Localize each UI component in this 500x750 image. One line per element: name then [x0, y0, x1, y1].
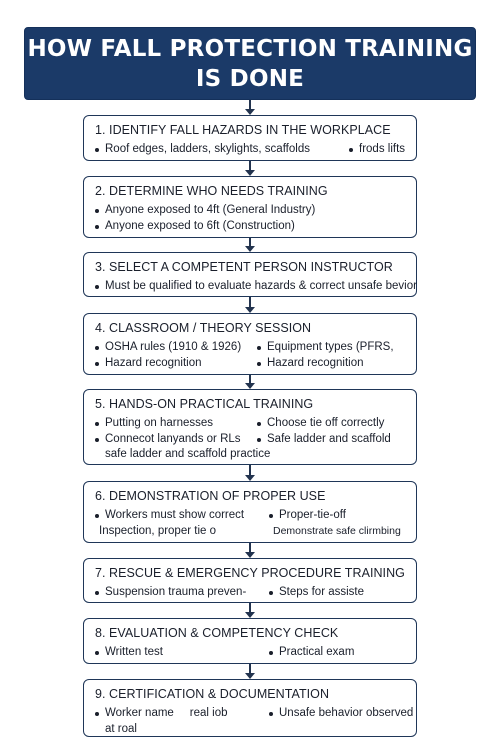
step-5-bullet: Safe ladder and scaffold: [257, 432, 406, 448]
flow-arrow: [244, 465, 256, 481]
step-9-bullet: Unsafe behavior observed: [269, 706, 413, 722]
step-4-bullet: OSHA rules (1910 & 1926): [95, 340, 257, 356]
step-4-bullet: Equipment types (PFRS,: [257, 340, 406, 356]
step-1-box: [83, 115, 417, 161]
step-9-box: [83, 679, 417, 737]
step-8-box: [83, 618, 417, 664]
step-5-bullet: Connecot lanyands or RLs: [95, 432, 257, 448]
step-4-bullet-row: [95, 340, 406, 356]
step-1-bullet: Roof edges, ladders, skylights, scaffolds: [95, 142, 349, 158]
step-5-title: 5. HANDS-ON PRACTICAL TRAINING: [95, 397, 314, 411]
step-5-bullet: Putting on harnesses: [95, 416, 257, 432]
step-8-bullet-row: [95, 645, 406, 661]
flow-arrow: [244, 238, 256, 252]
step-6-continuation: Inspection, proper tie o: [99, 524, 216, 537]
step-9-bullet-row: [95, 706, 414, 722]
page-title-line-2: IS DONE: [195, 65, 305, 92]
page-title-line-1: HOW FALL PROTECTION TRAINING: [27, 35, 473, 62]
step-7-title: 7. RESCUE & EMERGENCY PROCEDURE TRAINING: [95, 566, 405, 580]
step-3-box: [83, 252, 417, 297]
step-6-bullet: Proper-tie-off: [269, 508, 406, 524]
step-2-title: 2. DETERMINE WHO NEEDS TRAINING: [95, 184, 328, 198]
step-8-bullet: Written test: [95, 645, 269, 661]
step-7-box: [83, 558, 417, 603]
step-4-box: [83, 313, 417, 375]
step-4-bullet: Hazard recognition: [257, 356, 406, 372]
step-6-box: [83, 481, 417, 543]
step-1-bullet: frods lifts: [349, 142, 405, 158]
step-6-title: 6. DEMONSTRATION OF PROPER USE: [95, 489, 326, 503]
flow-arrow: [244, 543, 256, 558]
step-2-bullet: Anyone exposed to 4ft (General Industry): [95, 203, 406, 219]
step-1-title: 1. IDENTIFY FALL HAZARDS IN THE WORKPLACE: [95, 123, 391, 137]
flow-arrow: [244, 100, 256, 115]
step-6-continuation: Demonstrate safe clirmbing: [273, 524, 401, 537]
step-9-continuation: at roal: [105, 722, 137, 735]
flow-arrow: [244, 161, 256, 176]
step-3-title: 3. SELECT A COMPETENT PERSON INSTRUCTOR: [95, 260, 393, 274]
flow-arrow: [244, 603, 256, 618]
step-9-bullet: Worker name real iob: [95, 706, 269, 722]
step-5-bullet-row: [95, 432, 406, 448]
flow-arrow: [244, 664, 256, 679]
step-7-bullet-row: [95, 585, 406, 601]
step-8-title: 8. EVALUATION & COMPETENCY CHECK: [95, 626, 339, 640]
step-7-bullet: Steps for assiste: [269, 585, 406, 601]
step-9-title: 9. CERTIFICATION & DOCUMENTATION: [95, 687, 330, 701]
step-3-bullet: Must be qualified to evaluate hazards & correct unsafe bevior: [95, 279, 406, 295]
step-2-bullet: Anyone exposed to 6ft (Construction): [95, 219, 406, 235]
step-4-bullet: Hazard recognition: [95, 356, 257, 372]
step-5-box: [83, 389, 417, 465]
step-4-bullet-row: [95, 356, 406, 372]
step-5-bullet-row: [95, 416, 406, 432]
flow-arrow: [244, 297, 256, 313]
step-4-title: 4. CLASSROOM / THEORY SESSION: [95, 321, 312, 335]
step-7-bullet: Suspension trauma preven-: [95, 585, 269, 601]
step-6-continuation-row: [95, 524, 406, 540]
step-5-bullet: Choose tie off correctly: [257, 416, 406, 432]
step-8-bullet: Practical exam: [269, 645, 406, 661]
step-6-bullet: Workers must show correct: [95, 508, 269, 524]
step-5-continuation: safe ladder and scaffold practice: [105, 448, 271, 460]
step-1-bullet-row: [95, 142, 406, 158]
step-2-box: [83, 176, 417, 238]
step-6-bullet-row: [95, 508, 406, 524]
page-title: [24, 27, 476, 100]
flow-arrow: [244, 375, 256, 389]
